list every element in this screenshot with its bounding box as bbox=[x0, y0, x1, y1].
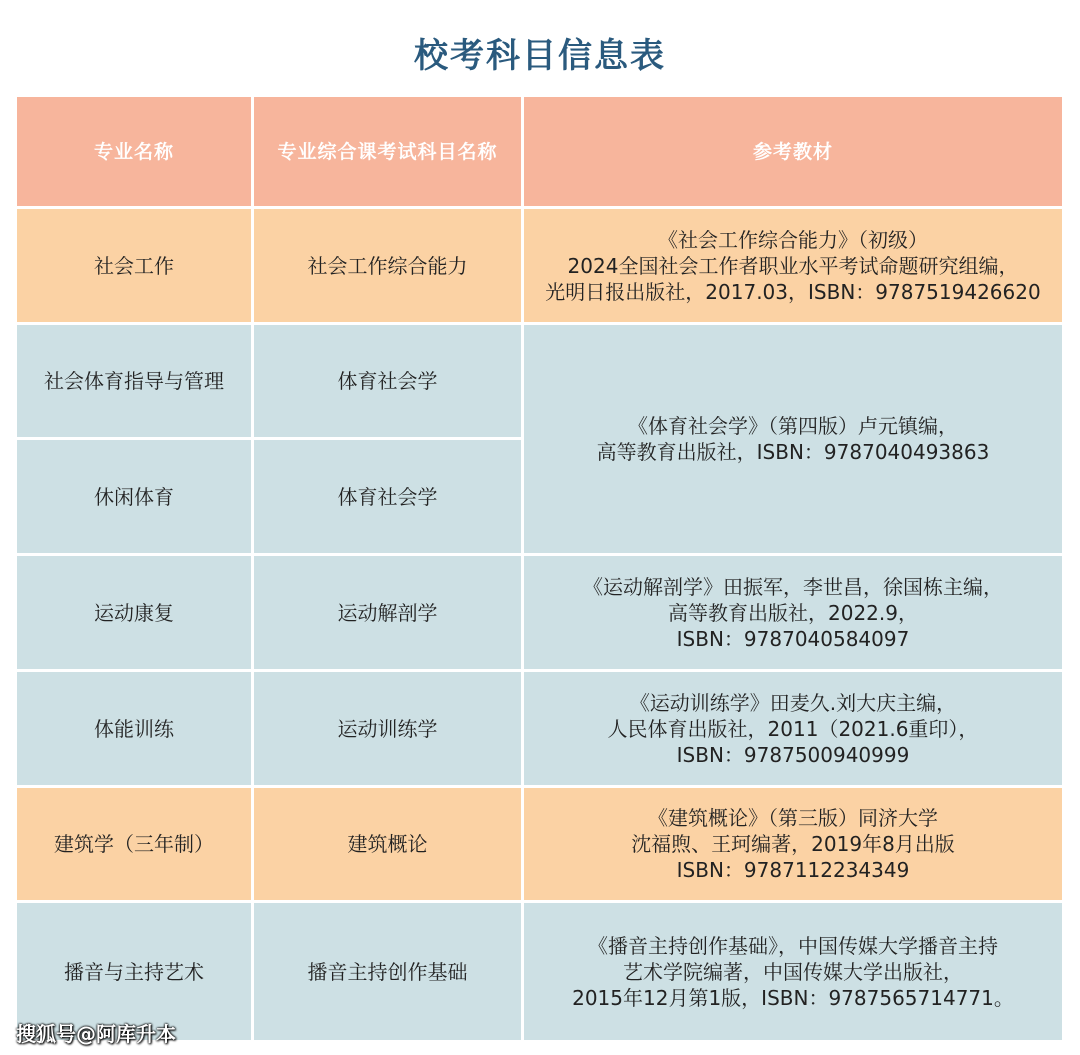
reference-line: ISBN：9787040584097 bbox=[676, 626, 910, 651]
major-cell: 运动康复 bbox=[17, 556, 251, 669]
reference-line: 《建筑概论》（第三版）同济大学 bbox=[648, 806, 938, 830]
reference-cell bbox=[524, 556, 1062, 669]
major-cell: 社会工作 bbox=[17, 209, 251, 322]
reference-line: 高等教育出版社，2022.9， bbox=[668, 600, 918, 625]
reference-line: 艺术学院编著，中国传媒大学出版社， bbox=[623, 959, 963, 984]
column-header-subject: 专业综合课考试科目名称 bbox=[254, 97, 521, 206]
reference-line: ISBN：9787500940999 bbox=[676, 742, 910, 767]
reference-cell bbox=[524, 788, 1062, 900]
major-cell: 建筑学（三年制） bbox=[17, 788, 251, 900]
reference-line: 2015年12月第1版，ISBN：9787565714771。 bbox=[572, 985, 1014, 1010]
subject-cell: 体育社会学 bbox=[254, 325, 521, 437]
subject-cell: 运动解剖学 bbox=[254, 556, 521, 669]
exam-info-table bbox=[17, 97, 1062, 1032]
column-header-major: 专业名称 bbox=[17, 97, 251, 206]
reference-line: 《体育社会学》（第四版）卢元镇编， bbox=[628, 414, 958, 438]
major-cell: 播音与主持艺术 bbox=[17, 903, 251, 1040]
major-cell: 体能训练 bbox=[17, 672, 251, 785]
page-title: 校考科目信息表 bbox=[414, 36, 666, 76]
reference-line: 沈福煦、王珂编著，2019年8月出版 bbox=[631, 832, 955, 856]
subject-cell: 播音主持创作基础 bbox=[254, 903, 521, 1040]
reference-line: 《播音主持创作基础》，中国传媒大学播音主持 bbox=[588, 933, 998, 958]
reference-line: 《社会工作综合能力》（初级） bbox=[658, 227, 928, 252]
reference-line: ISBN：9787112234349 bbox=[676, 858, 910, 882]
reference-line: 光明日报出版社，2017.03，ISBN：9787519426620 bbox=[545, 279, 1041, 304]
subject-cell: 运动训练学 bbox=[254, 672, 521, 785]
reference-line: 高等教育出版社，ISBN：9787040493863 bbox=[596, 440, 990, 464]
subject-cell: 体育社会学 bbox=[254, 440, 521, 553]
reference-cell-merged bbox=[524, 325, 1062, 553]
reference-line: 《运动解剖学》田振军，李世昌，徐国栋主编， bbox=[583, 574, 1003, 599]
subject-cell: 社会工作综合能力 bbox=[254, 209, 521, 322]
watermark: 搜狐号@阿库升本 bbox=[16, 1022, 176, 1046]
subject-cell: 建筑概论 bbox=[254, 788, 521, 900]
reference-line: 2024全国社会工作者职业水平考试命题研究组编， bbox=[567, 253, 1019, 278]
reference-cell bbox=[524, 209, 1062, 322]
reference-line: 《运动训练学》田麦久.刘大庆主编， bbox=[629, 690, 957, 715]
column-header-reference: 参考教材 bbox=[524, 97, 1062, 206]
major-cell: 社会体育指导与管理 bbox=[17, 325, 251, 437]
reference-cell bbox=[524, 672, 1062, 785]
major-cell: 休闲体育 bbox=[17, 440, 251, 553]
reference-cell bbox=[524, 903, 1062, 1040]
reference-line: 人民体育出版社，2011（2021.6重印）， bbox=[607, 716, 979, 741]
